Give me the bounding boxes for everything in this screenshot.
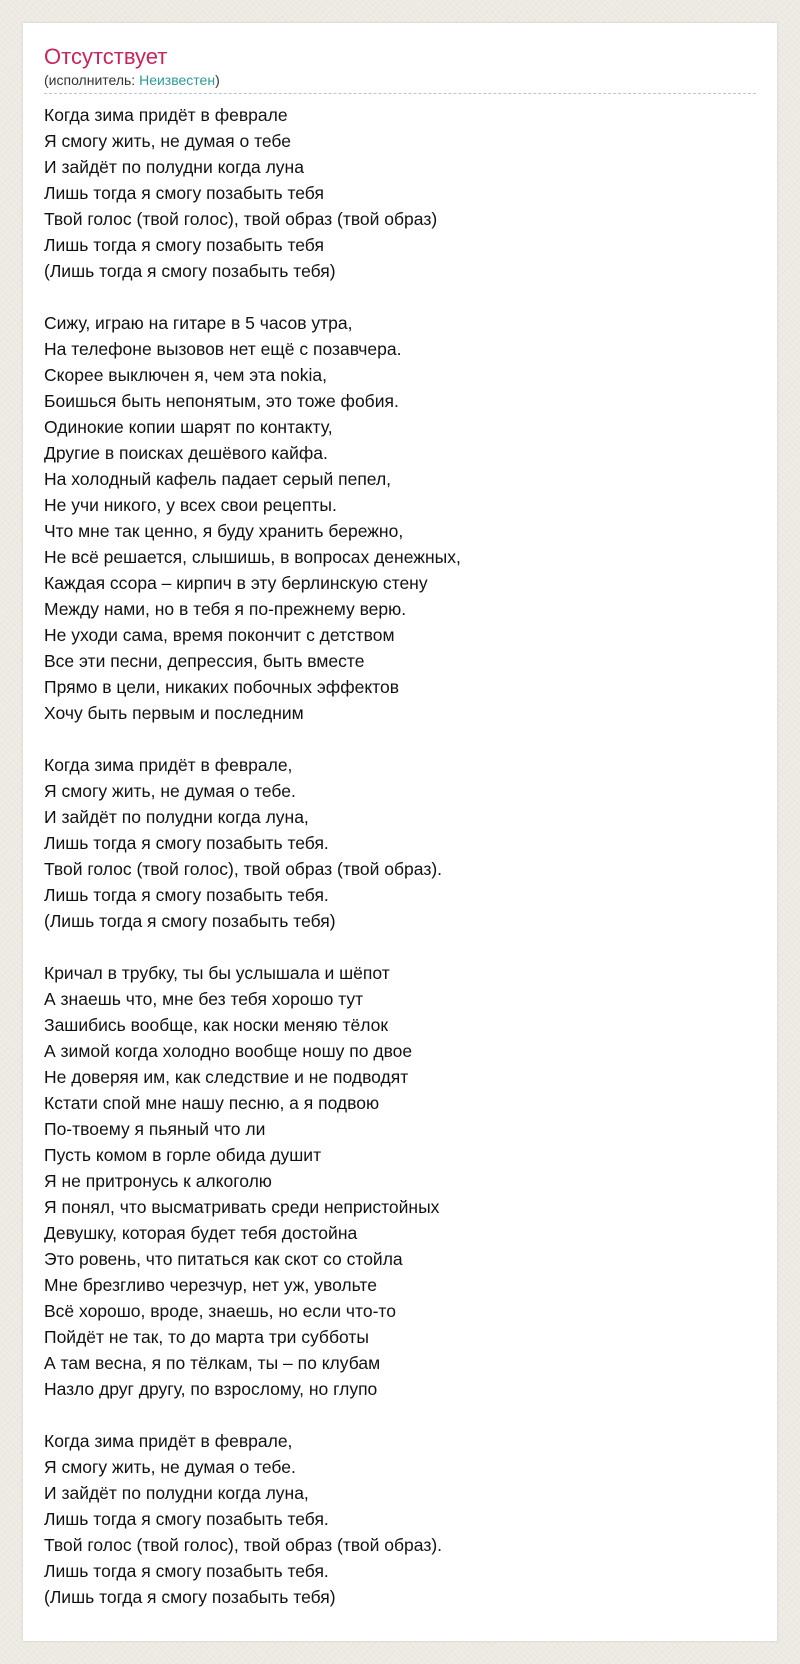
- lyric-line: Все эти песни, депрессия, быть вместе: [44, 651, 365, 671]
- lyric-line: Я смогу жить, не думая о тебе.: [44, 1457, 296, 1477]
- artist-suffix: ): [215, 72, 220, 88]
- lyric-line: Кстати спой мне нашу песню, а я подвою: [44, 1093, 380, 1113]
- lyric-line: Лишь тогда я смогу позабыть тебя.: [44, 885, 329, 905]
- lyric-line: На телефоне вызовов нет ещё с позавчера.: [44, 339, 402, 359]
- lyrics-stanza: [44, 752, 756, 934]
- lyric-line: Лишь тогда я смогу позабыть тебя: [44, 183, 324, 203]
- lyric-line: Зашибись вообще, как носки меняю тёлок: [44, 1015, 389, 1035]
- lyric-line: Не доверяя им, как следствие и не подводят: [44, 1067, 409, 1087]
- lyric-line: Другие в поисках дешёвого кайфа.: [44, 443, 328, 463]
- lyrics-card: [22, 22, 778, 1642]
- lyric-line: На холодный кафель падает серый пепел,: [44, 469, 392, 489]
- artist-prefix: (исполнитель:: [44, 72, 140, 88]
- lyric-line: Назло друг другу, по взрослому, но глупо: [44, 1379, 378, 1399]
- lyric-line: Не уходи сама, время покончит с детством: [44, 625, 395, 645]
- lyric-line: Хочу быть первым и последним: [44, 703, 304, 723]
- lyric-line: Не учи никого, у всех свои рецепты.: [44, 495, 337, 515]
- lyric-line: Твой голос (твой голос), твой образ (твой образ).: [44, 859, 443, 879]
- lyric-line: Твой голос (твой голос), твой образ (твой образ): [44, 209, 438, 229]
- lyric-line: Пусть комом в горле обида душит: [44, 1145, 322, 1165]
- lyric-line: Когда зима придёт в феврале,: [44, 1431, 293, 1451]
- lyric-line: Лишь тогда я смогу позабыть тебя: [44, 235, 324, 255]
- lyric-line: Когда зима придёт в феврале: [44, 105, 288, 125]
- song-title: Отсутствует: [44, 44, 168, 69]
- lyric-line: Я смогу жить, не думая о тебе: [44, 131, 291, 151]
- lyric-line: Не всё решается, слышишь, в вопросах денежных,: [44, 547, 461, 567]
- lyric-line: По-твоему я пьяный что ли: [44, 1119, 266, 1139]
- lyric-line: Скорее выключен я, чем эта nokia,: [44, 365, 327, 385]
- lyric-line: И зайдёт по полудни когда луна: [44, 157, 304, 177]
- lyric-line: Лишь тогда я смогу позабыть тебя.: [44, 833, 329, 853]
- lyric-line: Сижу, играю на гитаре в 5 часов утра,: [44, 313, 353, 333]
- lyric-line: (Лишь тогда я смогу позабыть тебя): [44, 911, 336, 931]
- lyric-line: Это ровень, что питаться как скот со стойла: [44, 1249, 403, 1269]
- lyric-line: Всё хорошо, вроде, знаешь, но если что-то: [44, 1301, 396, 1321]
- lyric-line: А там весна, я по тёлкам, ты – по клубам: [44, 1353, 381, 1373]
- lyric-line: Когда зима придёт в феврале,: [44, 755, 293, 775]
- lyric-line: Между нами, но в тебя я по-прежнему верю.: [44, 599, 407, 619]
- lyric-line: Я смогу жить, не думая о тебе.: [44, 781, 296, 801]
- lyric-line: А знаешь что, мне без тебя хорошо тут: [44, 989, 364, 1009]
- lyrics-stanza: [44, 960, 756, 1402]
- lyric-line: Одинокие копии шарят по контакту,: [44, 417, 333, 437]
- lyric-line: И зайдёт по полудни когда луна,: [44, 807, 309, 827]
- lyric-line: Я понял, что высматривать среди непристойных: [44, 1197, 440, 1217]
- lyrics-stanza: [44, 102, 756, 284]
- lyrics-text: [44, 102, 756, 1610]
- lyric-line: (Лишь тогда я смогу позабыть тебя): [44, 1587, 336, 1607]
- lyric-line: И зайдёт по полудни когда луна,: [44, 1483, 309, 1503]
- lyric-line: Пойдёт не так, то до марта три субботы: [44, 1327, 369, 1347]
- lyric-line: Кричал в трубку, ты бы услышала и шёпот: [44, 963, 390, 983]
- artist-link[interactable]: Неизвестен: [139, 72, 216, 88]
- lyric-line: Мне брезгливо черезчур, нет уж, увольте: [44, 1275, 377, 1295]
- lyric-line: Твой голос (твой голос), твой образ (твой образ).: [44, 1535, 443, 1555]
- lyric-line: Лишь тогда я смогу позабыть тебя.: [44, 1561, 329, 1581]
- lyric-line: Девушку, которая будет тебя достойна: [44, 1223, 358, 1243]
- lyric-line: Прямо в цели, никаких побочных эффектов: [44, 677, 400, 697]
- lyric-line: (Лишь тогда я смогу позабыть тебя): [44, 261, 336, 281]
- lyric-line: Я не притронусь к алкоголю: [44, 1171, 272, 1191]
- lyrics-stanza: [44, 1428, 756, 1610]
- artist-line: [44, 71, 756, 94]
- lyric-line: Боишься быть непонятым, это тоже фобия.: [44, 391, 399, 411]
- lyric-line: Что мне так ценно, я буду хранить бережно,: [44, 521, 404, 541]
- lyrics-stanza: [44, 310, 756, 726]
- lyric-line: А зимой когда холодно вообще ношу по двое: [44, 1041, 413, 1061]
- lyric-line: Лишь тогда я смогу позабыть тебя.: [44, 1509, 329, 1529]
- lyric-line: Каждая ссора – кирпич в эту берлинскую стену: [44, 573, 428, 593]
